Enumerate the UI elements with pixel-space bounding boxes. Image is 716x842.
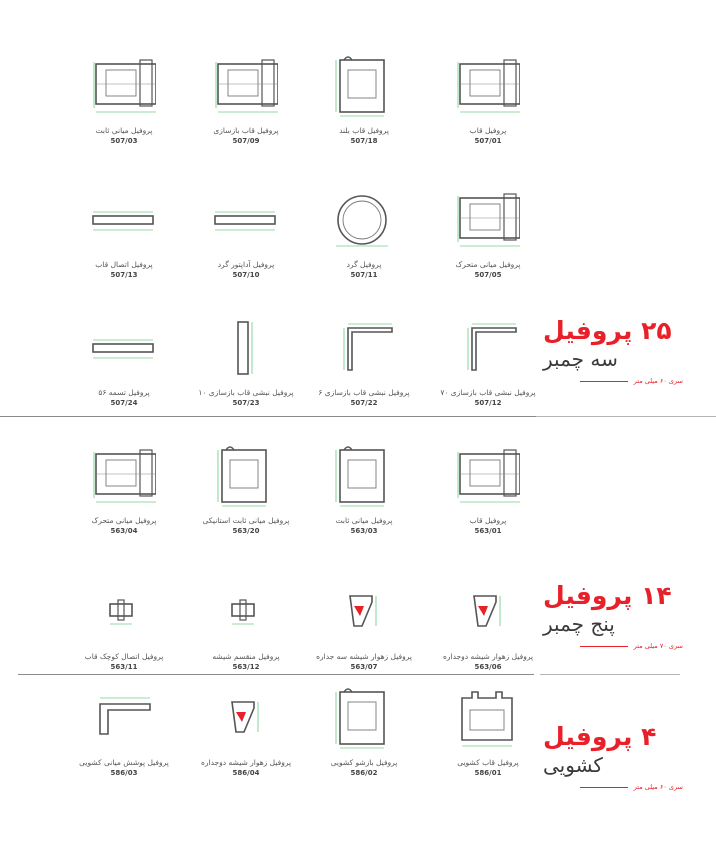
profile-name: پروفیل میانی ثابت [335, 516, 393, 525]
profile-code: 563/20 [232, 527, 260, 536]
profile-item [304, 446, 424, 535]
profile-code: 563/11 [110, 663, 138, 672]
profile-item [304, 582, 424, 671]
profile-drawing-icon [456, 318, 520, 382]
profile-name: پروفیل میانی ثابت استانیکی [202, 516, 290, 525]
profile-drawing-icon [332, 190, 396, 254]
profile-drawing-icon [89, 318, 159, 382]
series-note [543, 783, 683, 791]
profile-code: 507/03 [110, 137, 138, 146]
profile-name: پروفیل تسمه ۵۶ [98, 388, 150, 397]
profile-drawing-icon [92, 688, 156, 752]
profile-name: پروفیل قاب بازسازی [213, 126, 279, 135]
profile-item [304, 56, 424, 145]
profile-item [64, 190, 184, 279]
profile-drawing-icon [214, 582, 278, 646]
series-note-text: سری ۷۰ میلی متر [633, 642, 683, 650]
series-block-1 [543, 318, 683, 385]
profile-code: 507/01 [474, 137, 502, 146]
profile-item [304, 190, 424, 279]
profile-item [186, 582, 306, 671]
series-note [543, 377, 683, 385]
series-subtitle: سه چمبر [543, 347, 618, 371]
profile-code: 586/03 [110, 769, 138, 778]
profile-item [186, 318, 306, 407]
profile-drawing-icon [456, 190, 520, 254]
profile-name: پروفیل منقسم شیشه [212, 652, 280, 661]
profile-item [64, 688, 184, 777]
series-subtitle: کشویی [543, 753, 603, 777]
note-line [580, 787, 628, 788]
series-note-text: سری ۶۰ میلی متر [633, 783, 683, 791]
profile-item [64, 56, 184, 145]
profile-item [64, 318, 184, 407]
series-note [543, 642, 683, 650]
profile-code: 507/18 [350, 137, 378, 146]
profile-code: 563/04 [110, 527, 138, 536]
profile-code: 563/03 [350, 527, 378, 536]
profile-code: 507/12 [474, 399, 502, 408]
profile-code: 507/23 [232, 399, 260, 408]
section-divider-2-right [540, 674, 680, 675]
profile-name: پروفیل میانی متحرک [455, 260, 521, 269]
profile-drawing-icon [214, 688, 278, 752]
profile-name: پروفیل اتصال قاب [95, 260, 153, 269]
profile-code: 507/10 [232, 271, 260, 280]
profile-drawing-icon [89, 190, 159, 254]
profile-code: 563/06 [474, 663, 502, 672]
section-divider-1 [0, 416, 536, 417]
series-title: ۴ پروفیل [543, 722, 657, 751]
profile-code: 507/24 [110, 399, 138, 408]
profile-drawing-icon [92, 446, 156, 510]
profile-item [428, 56, 548, 145]
series-block-2 [543, 583, 683, 650]
profile-item [428, 318, 548, 407]
profile-name: پروفیل نبشی قاب بازسازی ۶ [318, 388, 410, 397]
profile-code: 563/01 [474, 527, 502, 536]
profile-item [186, 56, 306, 145]
profile-item [186, 688, 306, 777]
profile-code: 507/09 [232, 137, 260, 146]
profile-name: پروفیل قاب [469, 126, 507, 135]
series-title: ۱۴ پروفیل [543, 581, 672, 610]
profile-name: پروفیل پوشش میانی کشویی [79, 758, 169, 767]
profile-name: پروفیل بازشو کشویی [330, 758, 398, 767]
profile-name: پروفیل گرد [346, 260, 382, 269]
profile-name: پروفیل زهوار شیشه دوجداره [442, 652, 534, 661]
profile-item [186, 446, 306, 535]
profile-drawing-icon [332, 446, 396, 510]
profile-name: پروفیل نبشی قاب بازسازی ۱۰ [198, 388, 294, 397]
profile-drawing-icon [332, 56, 396, 120]
profile-name: پروفیل قاب بلند [339, 126, 389, 135]
profile-code: 563/12 [232, 663, 260, 672]
profile-code: 507/13 [110, 271, 138, 280]
profile-drawing-icon [214, 446, 278, 510]
profile-name: پروفیل اتصال کوچک قاب [84, 652, 164, 661]
profile-item [304, 688, 424, 777]
profile-drawing-icon [456, 56, 520, 120]
profile-item [64, 446, 184, 535]
profile-name: پروفیل میانی ثابت [95, 126, 153, 135]
profile-drawing-icon [332, 318, 396, 382]
profile-drawing-icon [456, 446, 520, 510]
profile-name: پروفیل میانی متحرک [91, 516, 157, 525]
profile-item [428, 582, 548, 671]
series-title: ۲۵ پروفیل [543, 316, 672, 345]
profile-name: پروفیل آداپتور گرد [217, 260, 275, 269]
profile-drawing-icon [456, 582, 520, 646]
profile-drawing-icon [92, 582, 156, 646]
profile-code: 586/01 [474, 769, 502, 778]
section-divider-2 [18, 674, 534, 675]
profile-drawing-icon [92, 56, 156, 120]
profile-code: 507/05 [474, 271, 502, 280]
profile-name: پروفیل نبشی قاب بازسازی ۷۰ [440, 388, 536, 397]
profile-item [428, 688, 548, 777]
series-note-text: سری ۶۰ میلی متر [633, 377, 683, 385]
profile-drawing-icon [214, 318, 278, 382]
section-divider-1-right [536, 416, 716, 417]
profile-name: پروفیل قاب کشویی [457, 758, 519, 767]
profile-code: 586/04 [232, 769, 260, 778]
note-line [580, 646, 628, 647]
profile-drawing-icon [456, 688, 520, 752]
profile-item [428, 446, 548, 535]
profile-code: 507/11 [350, 271, 378, 280]
profile-drawing-icon [332, 688, 396, 752]
profile-name: پروفیل قاب [469, 516, 507, 525]
profile-drawing-icon [214, 56, 278, 120]
profile-name: پروفیل زهوار شیشه دوجداره [200, 758, 292, 767]
profile-code: 507/22 [350, 399, 378, 408]
series-subtitle: پنج چمبر [543, 612, 615, 636]
profile-item [64, 582, 184, 671]
profile-item [186, 190, 306, 279]
series-block-3 [543, 724, 683, 791]
profile-item [304, 318, 424, 407]
profile-item [428, 190, 548, 279]
note-line [580, 381, 628, 382]
profile-drawing-icon [332, 582, 396, 646]
profile-name: پروفیل زهوار شیشه سه جداره [316, 652, 412, 661]
profile-code: 563/07 [350, 663, 378, 672]
profile-drawing-icon [211, 190, 281, 254]
profile-code: 586/02 [350, 769, 378, 778]
